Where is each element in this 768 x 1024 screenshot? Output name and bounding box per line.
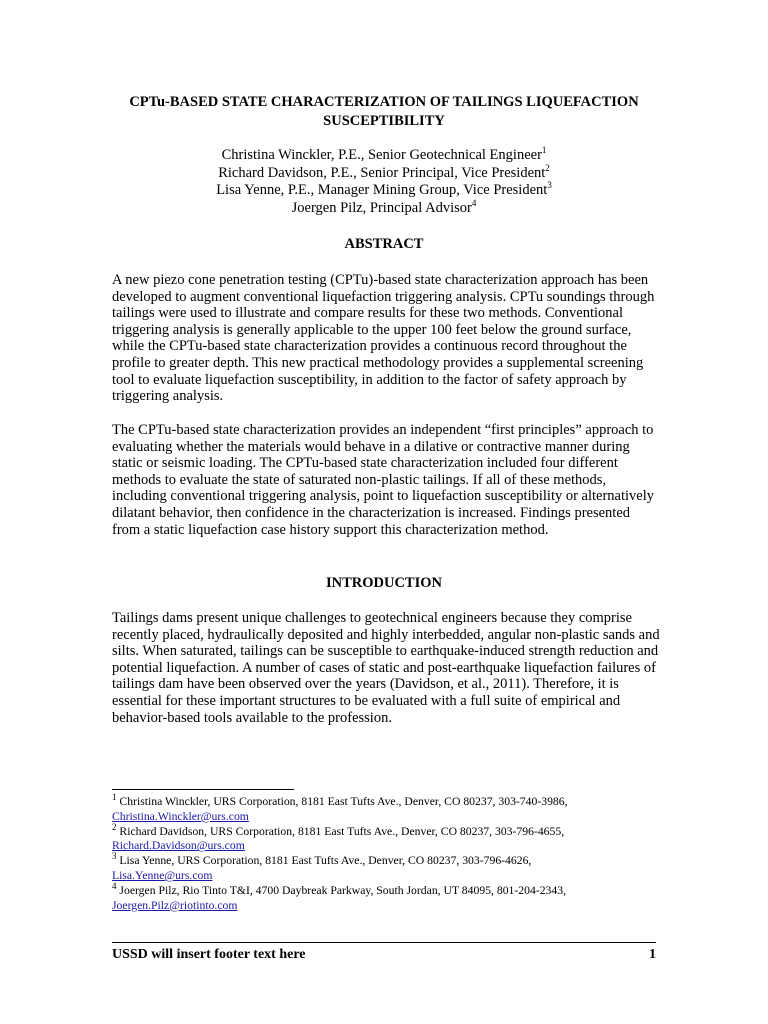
- footnote-3-email-link[interactable]: Lisa.Yenne@urs.com: [112, 868, 213, 882]
- page-footer: [112, 946, 656, 964]
- author-3: Lisa Yenne, P.E., Manager Mining Group, Vice President$^3$: [216, 180, 552, 198]
- introduction-paragraph: Tailings dams present unique challenges to geotechnical engineers because they comprise recently placed, hydraulically deposited and highly interbedded, angular non-plastic sands and silts. When saturated, tailings can be susceptible to earthquake-induced strength reduction and potential liquefaction. A number of cases of static and post-earthquake liquefaction failures of tailings dam have been observed over the years (Davidson, et al., 2011). Therefore, it is essential for these important structures to be evaluated with a full suite of empirical and behavior-based tools available to the profession.: [112, 610, 660, 726]
- footnotes: [112, 792, 672, 913]
- footnote-1: $^1$ Christina Winckler, URS Corporation, 8181 East Tufts Ave., Denver, CO 80237, 303-740-3986, Christina.Winckler@urs.com: [112, 792, 568, 823]
- abstract-paragraph-1: A new piezo cone penetration testing (CPTu)-based state characterization approach has been developed to augment conventional liquefaction triggering analysis. CPTu soundings through tailings were used to illustrate and compare results for these two methods. Conventional triggering analysis is generally applicable to the upper 100 feet below the ground surface, while the CPTu-based state characterization provides a continuous record throughout the profile to greater depth. This new practical methodology provides a supplemental screening tool to evaluate liquefaction susceptibility, in addition to the factor of safety approach by triggering analysis.: [112, 272, 655, 405]
- footer-separator: [112, 942, 656, 943]
- footnote-3: $^3$ Lisa Yenne, URS Corporation, 8181 East Tufts Ave., Denver, CO 80237, 303-796-4626, Lisa.Yenne@urs.com: [112, 851, 532, 882]
- footnote-separator: [112, 789, 294, 790]
- author-1-affiliation-marker: 1: [541, 145, 547, 156]
- paper-title: CPTu-BASED STATE CHARACTERIZATION OF TAILINGS LIQUEFACTION SUSCEPTIBILITY: [129, 94, 639, 129]
- author-1: Christina Winckler, P.E., Senior Geotechnical Engineer$^1$: [221, 145, 547, 163]
- footnote-2-email-link[interactable]: Richard.Davidson@urs.com: [112, 839, 245, 853]
- introduction-heading: INTRODUCTION: [325, 575, 442, 591]
- footer-text: USSD will insert footer text here: [112, 947, 306, 962]
- author-2: Richard Davidson, P.E., Senior Principal, Vice President$^2$: [218, 162, 550, 181]
- author-2-affiliation-marker: 2: [545, 162, 550, 173]
- abstract-heading: ABSTRACT: [344, 236, 424, 252]
- abstract-paragraph-2: The CPTu-based state characterization provides an independent “first principles” approach to evaluating whether the materials would behave in a dilative or contractive manner during static or seismic loading. The CPTu-based state characterization included four different methods to evaluate the state of saturated non-plastic tailings. If all of these methods, including conventional triggering analysis, point to liquefaction susceptibility or alternatively dilatant behavior, then confidence in the characterization is increased. Findings presented from a static liquefaction case history support this characterization method.: [112, 422, 655, 538]
- footnote-1-email-link[interactable]: Christina.Winckler@urs.com: [112, 809, 249, 823]
- author-3-affiliation-marker: 3: [547, 180, 552, 191]
- author-list: [100, 147, 668, 217]
- footnote-2: $^2$ Richard Davidson, URS Corporation, 8181 East Tufts Ave., Denver, CO 80237, 303-796-4655, Richard.Davidson@urs.com: [112, 821, 565, 853]
- page-number: 1: [649, 947, 656, 962]
- author-4: Joergen Pilz, Principal Advisor$^4$: [291, 197, 477, 216]
- footnote-4-email-link[interactable]: Joergen.Pilz@riotinto.com: [112, 898, 238, 912]
- footnote-4: $^4$ Joergen Pilz, Rio Tinto T&I, 4700 Daybreak Parkway, South Jordan, UT 84095, 801-204-2343, Joergen.Pilz@riotinto.com: [112, 880, 567, 912]
- author-4-affiliation-marker: 4: [471, 197, 477, 208]
